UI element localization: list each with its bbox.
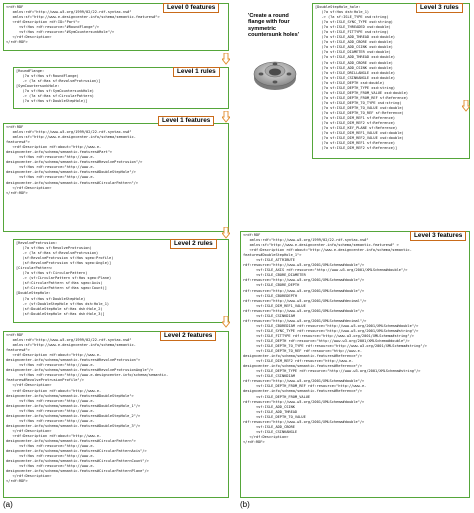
down-arrow-icon [222, 111, 230, 123]
code-line: (?a sf:ISLE_DIM_REF2_VALUE xsd:double) [315, 136, 404, 141]
code-line: -> (?a sf:Has sf:RevolveProtrusion)] [16, 79, 101, 84]
code-line: <sf:ISLE_DIM_REF2 rdf:resource="http://www.e- [243, 359, 354, 364]
figure-caption: 'Create a round flange with four symmetric countersunk holes' [248, 13, 300, 39]
code-line: rdf:resource="http://www.w3.org/2001/XMLSchema#double"/> [243, 419, 365, 424]
level3-features-code [241, 232, 469, 446]
level3-features-label: Level 3 features [410, 231, 466, 241]
code-line: designcenter.info/schema/semantic-features#CircularPattern"> [6, 438, 136, 443]
code-line: <sf:ISLE_CBOREDIAM rdf:resource="http://www.w3.org/2001/XMLSchema#double"/> [243, 323, 419, 328]
code-line: [RoundFlange: [16, 69, 45, 73]
code-line: </rdf:RDF> [6, 40, 28, 45]
code-line: [DoubleStepHole: [16, 291, 51, 296]
code-line: (?a sf:Has dsh:Hole_1) [315, 10, 370, 15]
code-line: <sf:ISLE_DEPTH_TO_REF rdf:resource="http://www.e- [243, 349, 362, 354]
code-line: <sf:Has rdf:resource="http://www.e- [6, 398, 95, 403]
code-line: <sf:ISLE_DEPTH_TO_TYPE rdf:resource="http://www.w3.org/2001/XMLSchema#string"/> [243, 344, 427, 349]
code-line: (?a sf:Has sf:DoubleStepHole)] [16, 99, 88, 104]
code-line: rdf:resource="http://www.w3.org/2001/XMLSchema#decimal"/> [243, 318, 367, 323]
code-line: </rdf:Description> [6, 428, 52, 433]
code-line: xmlns:rdf="http://www.w3.org/1999/02/22-rdf-syntax-ns#" [6, 338, 132, 343]
code-line: designcenter.info/schema/semantic-features#DoubleStepHole_1"/> [6, 403, 141, 408]
code-line: <sf:ISLE_CSINKANGLE [243, 429, 298, 434]
code-line: rdf:resource="http://www.w3.org/2001/XMLSchema#double"/> [243, 288, 365, 293]
down-arrow-icon [222, 316, 230, 328]
code-line: <sf:ISLE_ADD_CBORE [243, 424, 295, 429]
code-line: designcenter.info/schema/semantic-features#Reference"/> [243, 389, 362, 394]
code-line: (?a sf:ISLE_DRILLANGLE xsd:double) [315, 70, 396, 75]
level0-features-label: Level 0 features [163, 3, 219, 13]
code-line: rdf:resource="http://www.w3.org/2001/XMLSchema#double"/> [243, 399, 365, 404]
code-line: <sf:Has rdf:resource="http://www.e- [6, 444, 95, 449]
code-line: <sf:Has rdf:resource="http://www.e- [6, 175, 95, 180]
code-line: <sf:Has rdf:resource="http://www.e-designcenter.info/schema/semantic- [6, 373, 169, 378]
code-line: (?a sf:Has sf:SymCountersunkHole) [16, 89, 94, 94]
code-line: <sf:Has rdf:resource="#SymCountersunkHole"/> [6, 30, 115, 35]
code-line: [RevolveProtrusion: [16, 241, 58, 245]
code-line: </rdf:Description> [6, 383, 52, 388]
code-line: </rdf:RDF> [6, 479, 28, 484]
code-line: <sf:Has rdf:resource="http://www.e- [6, 165, 95, 170]
code-line: <sf:ISLE_DEPTH_TYPE rdf:resource="http://www.w3.org/2001/XMLSchema#string"/> [243, 369, 421, 374]
level2-rules-code [14, 240, 228, 318]
code-line: (?a sf:ISLE_ADD_CBORE xsd:double) [315, 40, 393, 45]
code-line: (?a sf:ISLE_ADD_CBORE xsd:double) [315, 60, 393, 65]
code-line: <sf:ISLE_ADD_CSINK [243, 404, 295, 409]
code-line: <sf:Has rdf:resource="http://www.e- [6, 464, 95, 469]
code-line: </rdf:RDF> [6, 190, 28, 195]
code-line: </rdf:Description> [6, 185, 52, 190]
code-line: <sf:Has rdf:resource="http://www.e- [6, 454, 95, 459]
code-line: (?a sf:ISLE_DEPTH_TO_TYPE xsd:string) [315, 100, 402, 105]
code-line: <rdf:Description rdf:about="http://www.e- [6, 353, 102, 358]
code-line: rdf:resource="http://www.w3.org/2001/XMLSchema#double"/> [243, 263, 365, 268]
code-line: <sf:ISLE_CSINKDIAM [243, 313, 295, 318]
level2-features-box [3, 331, 229, 498]
code-line: designcenter.info/schema/semantic-features#DoubleStepHole_3"/> [6, 423, 141, 428]
code-line: <sf:ISLE_DEPTH_FROM_VALUE [243, 394, 311, 399]
code-line: <sf:ISLE_ATTRIBUTE [243, 258, 295, 263]
code-line: -> (sf:CircularPattern sf:Has sgeo:Plane) [16, 276, 112, 281]
code-line: designcenter.info/schema/semantic-features#Reference"/> [243, 354, 362, 359]
code-line: (?a sf:ISLE_DIM_REF1_VALUE xsd:double) [315, 131, 404, 136]
code-line: <rdf:Description rdf:about="http://www.e- [6, 433, 102, 438]
code-line: -> (sf:DoubleStepHole sf:Has dsh:Hole_1) [16, 301, 110, 306]
code-line: (?a sf:Has sf:CircularPattern) [16, 271, 88, 276]
code-line: designcenter.info/schema/semantic-features#CircularPatternAxis"/> [6, 449, 147, 454]
code-line: </rdf:Description> [6, 474, 52, 479]
code-line: (?a sf:ISLE_KEY_PLANE sf:Reference) [315, 126, 398, 131]
figure-b-label: (b) [240, 500, 250, 509]
code-line: <sf:ISLE_CSINKDIAM [243, 374, 295, 379]
level1-features-box [3, 123, 229, 232]
code-line: designcenter.info/schema/semantic-features#CircularPatternPlane"/> [6, 469, 149, 474]
code-line: (sf:RevolveProtrusion sf:Has sgeo:Profile) [16, 256, 114, 261]
level3-rules-box [312, 3, 470, 159]
code-line: (?a sf:Has sf:RevolveProtrusion) [16, 246, 92, 251]
code-line: </rdf:Description> [6, 35, 52, 40]
down-arrow-icon [462, 100, 470, 112]
code-line: <rdf:RDF [6, 125, 24, 129]
flange-image [252, 54, 298, 94]
code-line: (?a sf:ISLE_FITTYPE xsd:string) [315, 30, 389, 35]
code-line: <rdf:Description rdf:ID="Part"> [6, 20, 80, 25]
level1-features-label: Level 1 features [158, 116, 214, 126]
code-line: features#RevolveProtrusionProfile"/> [6, 378, 84, 383]
code-line: -> (?a sf:ISLE_TYPE xsd:string) [315, 15, 389, 20]
down-arrow-icon [222, 227, 230, 239]
code-line: (?a sf:ISLE_DIM_REF2 sf:Reference)] [315, 146, 398, 151]
code-line: <sf:ISLE_DEPTH_FROM_REF rdf:resource="http://www.e- [243, 384, 367, 389]
code-line: -> (?a sf:Has sf:RevolveProtrusion) [16, 251, 99, 256]
code-line: rdf:resource="http://www.w3.org/2001/XMLSchema#double"/> [243, 278, 365, 283]
code-line: designcenter.info/schema/semantic-features#DoubleStepHole"/> [6, 170, 136, 175]
code-line: <sf:ISLE_FITTYPE rdf:resource="http://www.w3.org/2001/XMLSchema#string"/> [243, 333, 414, 338]
level3-rules-code [313, 4, 469, 152]
code-line: (?a sf:ISLE_THREADED xsd:double) [315, 25, 391, 30]
code-line: <sf:ISLE_ADD_THREAD [243, 409, 298, 414]
code-line: <sf:Has rdf:resource="http://www.e- [6, 418, 95, 423]
code-line: (?a sf:ISLE_ADD_CSINK xsd:double) [315, 65, 393, 70]
code-line: <rdf:RDF [6, 5, 24, 9]
code-line: <sf:ISLE_AXIS rdf:resource="http://www.w3.org/2001/XMLSchema#double"/> [243, 268, 408, 273]
code-line: (sf:CircularPattern sf:Has sgeo:Count)] [16, 286, 107, 291]
code-line: (?a sf:Has sf:RoundFlange) [16, 74, 79, 79]
code-line: <rdf:Description rdf:about="http://www.e- [6, 388, 102, 393]
code-line: xmlns:sf="http://www.e-designcenter.info/schema/semantic-features#"> [6, 15, 160, 20]
code-line: designcenter.info/schema/semantic-features#DoubleStepHole_2"/> [6, 413, 141, 418]
code-line: <sf:ISLE_CBORE_DIAMETER [243, 273, 306, 278]
code-line: <sf:ISLE_DIM_REF1_VALUE [243, 303, 306, 308]
code-line: (sf:RevolveProtrusion sf:Has sgeo:Angle)] [16, 261, 112, 266]
code-line: <sf:ISLE_CBORE_DEPTH [243, 283, 300, 288]
code-line: (?a sf:ISLE_CSINKANGLE xsd:double) [315, 75, 396, 80]
code-line: <sf:ISLE_DEPTH_TO_VALUE [243, 414, 306, 419]
code-line: (sf:CircularPattern sf:Has sgeo:Axis) [16, 281, 103, 286]
code-line: designcenter.info/schema/semantic-features#CircularPattern"/> [6, 180, 138, 185]
code-line: (?a sf:ISLE_DEPTH_FROM_VALUE xsd:double) [315, 90, 409, 95]
level2-features-label: Level 2 features [160, 331, 216, 341]
code-line: rdf:resource="http://www.w3.org/2001/XMLSchema#double"/> [243, 308, 365, 313]
code-line: </rdf:Description> [243, 434, 289, 439]
code-line: features#DoubleStepHole_1"> [243, 253, 302, 258]
code-line: </rdf:RDF> [243, 439, 265, 444]
code-line: <sf:ISLE_CBOREDEPTH [243, 293, 298, 298]
code-line: (?a sf:ISLE_DEPTH_FROM_REF sf:Reference) [315, 95, 409, 100]
code-line: features#"> [6, 140, 30, 145]
code-line: (?a sf:ISLE_DIM_REF1 sf:Reference) [315, 141, 396, 146]
code-line: (?a sf:ISLE_SYNC_TYPE xsd:string) [315, 20, 393, 25]
level2-rules-label: Level 2 rules [170, 239, 217, 249]
code-line: <rdf:Description rdf:about="http://www.e- [6, 145, 102, 150]
code-line: xmlns:rdf="http://www.w3.org/1999/02/22-rdf-syntax-ns#" [243, 238, 369, 243]
level3-rules-label: Level 3 rules [416, 3, 463, 13]
code-line: <rdf:Description rdf:about="http://www.e-designcenter.info/schema/semantic- [243, 248, 412, 253]
code-line: (?a sf:ISLE_ADD_CSINK xsd:double) [315, 45, 393, 50]
code-line: (?a sf:ISLE_DIM_REF1 sf:Reference) [315, 116, 396, 121]
code-line: (?a sf:ISLE_DEPTH xsd:double) [315, 80, 385, 85]
level3-features-box [240, 231, 470, 498]
down-arrow-icon [222, 53, 230, 65]
code-line: (?a sf:ISLE_DIAMETER xsd:double) [315, 50, 391, 55]
code-line: [DoubleStepHole_hole: [315, 5, 361, 9]
code-line: (sf:DoubleStepHole sf:Has dsh:Hole_2) [16, 306, 103, 311]
code-line: features#"> [6, 348, 30, 353]
code-line: [SymCountersunkHole: [16, 84, 60, 89]
code-line: <sf:ISLE_SYNC_TYPE rdf:resource="http://www.w3.org/2001/XMLSchema#string"/> [243, 328, 419, 333]
code-line: xmlns:sf="http://www.e-designcenter.info/schema/semantic- [6, 343, 136, 348]
code-line: designcenter.info/schema/semantic-features#Part"> [6, 150, 113, 155]
code-line: designcenter.info/schema/semantic-features#Reference"/> [243, 364, 362, 369]
code-line: (?a sf:ISLE_ADD_THREAD xsd:double) [315, 55, 396, 60]
code-line: <rdf:RDF [243, 233, 261, 237]
code-line: xmlns:sf="http://www.e-designcenter.info/schema/semantic-features#" > [243, 243, 399, 248]
code-line: xmlns:rdf="http://www.w3.org/1999/02/22-rdf-syntax-ns#" [6, 10, 132, 15]
code-line: rdf:resource="http://www.w3.org/2001/XMLSchema#double"/> [243, 379, 365, 384]
code-line: designcenter.info/schema/semantic-features#CircularPatternCount"/> [6, 459, 149, 464]
code-line: xmlns:sf="http://www.e-designcenter.info/schema/semantic- [6, 135, 136, 140]
code-line: (?a sf:ISLE_DEPTH_TYPE xsd:string) [315, 85, 396, 90]
code-line: -> (?a sf:Has sf:CircularPattern) [16, 94, 94, 99]
code-line: [CircularPattern: [16, 266, 53, 271]
code-line: <rdf:RDF [6, 333, 24, 337]
code-line: xmlns:rdf="http://www.w3.org/1999/02/22-rdf-syntax-ns#" [6, 130, 132, 135]
figure-a-label: (a) [3, 500, 13, 509]
level1-features-code [4, 124, 228, 197]
level2-features-code [4, 332, 228, 485]
level2-rules-box [13, 239, 229, 323]
code-line: <sf:Has rdf:resource="http://www.e- [6, 155, 95, 160]
code-line: <sf:Has rdf:resource="http://www.e- [6, 408, 95, 413]
code-line: (?a sf:ISLE_DEPTH_TO_VALUE xsd:double) [315, 105, 404, 110]
code-line: (?a sf:ISLE_DEPTH_TO_REF sf:Reference) [315, 110, 404, 115]
code-line: designcenter.info/schema/semantic-features#RevolveProtrusionAngle"/> [6, 368, 154, 373]
code-line: <sf:Has rdf:resource="#RoundFlange"/> [6, 25, 100, 30]
code-line: (?a sf:Has sf:DoubleStepHole) [16, 296, 86, 301]
code-line: designcenter.info/schema/semantic-features#DoubleStepHole"> [6, 393, 134, 398]
code-line: (?a sf:ISLE_ADD_THREAD xsd:double) [315, 35, 396, 40]
code-line: designcenter.info/schema/semantic-features#RevolveProtrusion"> [6, 358, 141, 363]
code-line: <sf:Has rdf:resource="http://www.e- [6, 363, 95, 368]
code-line: <sf:ISLE_DEPTH rdf:resource="http://www.w3.org/2001/XMLSchema#double"/> [243, 338, 410, 343]
level1-rules-label: Level 1 rules [173, 67, 220, 77]
code-line: designcenter.info/schema/semantic-features#RevolveProtrusion"/> [6, 160, 143, 165]
code-line: (sf:DoubleStepHole sf:Has dsh:Hole_3)] [16, 311, 105, 316]
code-line: rdf:resource="http://www.w3.org/2001/XMLSchema#decimal"/> [243, 298, 367, 303]
code-line: (?a sf:ISLE_DIM_REF2 sf:Reference) [315, 121, 396, 126]
